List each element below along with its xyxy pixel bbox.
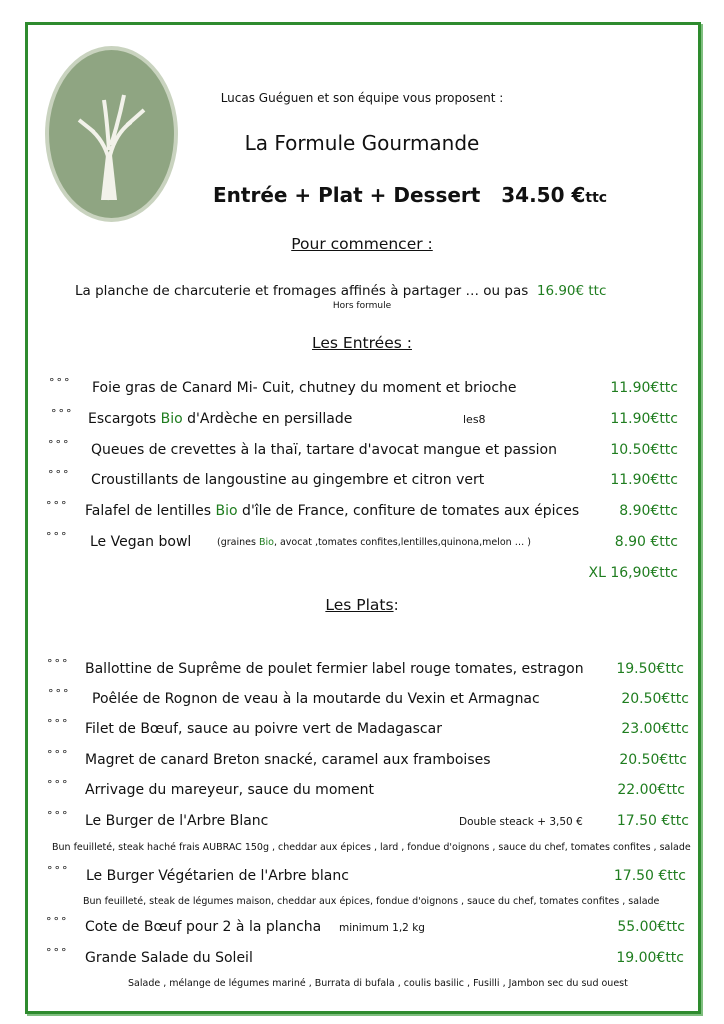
formula-label: Entrée + Plat + Dessert <box>213 183 481 207</box>
item-price: 22.00€ttc <box>617 782 685 798</box>
item-name: Poêlée de Rognon de veau à la moutarde du Vexin et Armagnac <box>92 691 540 707</box>
item-name: Arrivage du mareyeur, sauce du moment <box>85 782 374 798</box>
item-detail-rest: , avocat ,tomates confites,lentilles,quinona,melon … ) <box>273 537 531 548</box>
item-description: Salade , mélange de légumes mariné , Burrata di bufala , coulis basilic , Fusilli , Jambon sec du sud ouest <box>128 978 628 989</box>
item-price: 11.90€ttc <box>610 411 678 427</box>
item-name: Le Burger de l'Arbre Blanc <box>85 813 269 829</box>
bullet-icon: °°° <box>48 438 71 451</box>
item-name: Grande Salade du Soleil <box>85 950 253 966</box>
item-price: 55.00€ttc <box>617 919 685 935</box>
item-name: Ballottine de Suprême de poulet fermier label rouge tomates, estragon <box>85 661 584 677</box>
starter-item <box>75 283 606 299</box>
bullet-icon: °°° <box>47 809 70 822</box>
item-name: Magret de canard Breton snacké, caramel aux framboises <box>85 752 491 768</box>
item-option: Double steack + 3,50 € <box>459 816 583 828</box>
item-name: Falafel de lentilles <box>85 503 216 519</box>
formula-price: 34.50 € <box>501 183 586 207</box>
item-price: 19.50€ttc <box>616 661 684 677</box>
bio-label: Bio <box>258 537 274 548</box>
item-price: 17.50 €ttc <box>613 868 686 884</box>
item-price: 8.90€ttc <box>619 503 678 519</box>
formula-suffix: ttc <box>585 190 608 206</box>
item-price: 17.50 €ttc <box>616 813 689 829</box>
item-quantity: les8 <box>463 413 486 426</box>
bullet-icon: °°° <box>47 717 70 730</box>
item-name: Le Burger Végétarien de l'Arbre blanc <box>86 868 349 884</box>
item-name-rest: d'Ardèche en persillade <box>182 411 353 427</box>
item-detail: (graines <box>217 537 259 548</box>
bullet-icon: °°° <box>48 468 71 481</box>
plats-heading <box>0 595 724 614</box>
item-name-rest: d'île de France, confiture de tomates aux épices <box>237 503 580 519</box>
bullet-icon: °°° <box>46 946 69 959</box>
formula-title: La Formule Gourmande <box>244 131 480 155</box>
item-description: Bun feuilleté, steak de légumes maison, cheddar aux épices, fondue d'oignons , sauce du chef, tomates confites , salade <box>83 896 660 907</box>
bio-label: Bio <box>160 411 183 427</box>
bullet-icon: °°° <box>51 407 74 420</box>
item-name: Le Vegan bowl <box>90 534 192 550</box>
plats-heading-colon: : <box>393 596 399 614</box>
item-option: minimum 1,2 kg <box>339 922 425 934</box>
starter-note: Hors formule <box>332 301 392 311</box>
bullet-icon: °°° <box>46 915 69 928</box>
starter-heading: Pour commencer : <box>291 235 433 253</box>
item-price: 23.00€ttc <box>621 721 689 737</box>
item-name: Foie gras de Canard Mi- Cuit, chutney du moment et brioche <box>92 380 517 396</box>
formula-line <box>213 183 607 207</box>
bullet-icon: °°° <box>49 376 72 389</box>
starter-price: 16.90€ ttc <box>536 283 607 299</box>
item-price: 20.50€ttc <box>619 752 687 768</box>
intro-text: Lucas Guéguen et son équipe vous proposent : <box>220 91 504 105</box>
item-price: 11.90€ttc <box>610 472 678 488</box>
starter-item-name: La planche de charcuterie et fromages affinés à partager … ou pas <box>75 283 529 299</box>
item-price: 8.90 €ttc <box>614 534 678 550</box>
bullet-icon: °°° <box>47 864 70 877</box>
plats-heading-text: Les Plats <box>325 596 394 614</box>
item-name: Croustillants de langoustine au gingembre et citron vert <box>91 472 485 488</box>
item-name: Filet de Bœuf, sauce au poivre vert de Madagascar <box>85 721 442 737</box>
item-name: Cote de Bœuf pour 2 à la plancha <box>85 919 322 935</box>
bullet-icon: °°° <box>47 657 70 670</box>
bullet-icon: °°° <box>46 530 69 543</box>
item-name: Escargots <box>88 411 161 427</box>
bio-label: Bio <box>215 503 238 519</box>
item-description: Bun feuilleté, steak haché frais AUBRAC 150g , cheddar aux épices , lard , fondue d'oignons , sauce du chef, tomates confites , salade <box>52 842 691 853</box>
bullet-icon: °°° <box>47 748 70 761</box>
item-price: 19.00€ttc <box>616 950 684 966</box>
entrees-heading: Les Entrées : <box>312 334 412 352</box>
bullet-icon: °°° <box>46 499 69 512</box>
item-price: 10.50€ttc <box>610 442 678 458</box>
bullet-icon: °°° <box>47 778 70 791</box>
item-name: Queues de crevettes à la thaï, tartare d'avocat mangue et passion <box>91 442 557 458</box>
item-price: 20.50€ttc <box>621 691 689 707</box>
bullet-icon: °°° <box>48 687 71 700</box>
item-price: 11.90€ttc <box>610 380 678 396</box>
xl-price: XL 16,90€ttc <box>588 565 678 581</box>
